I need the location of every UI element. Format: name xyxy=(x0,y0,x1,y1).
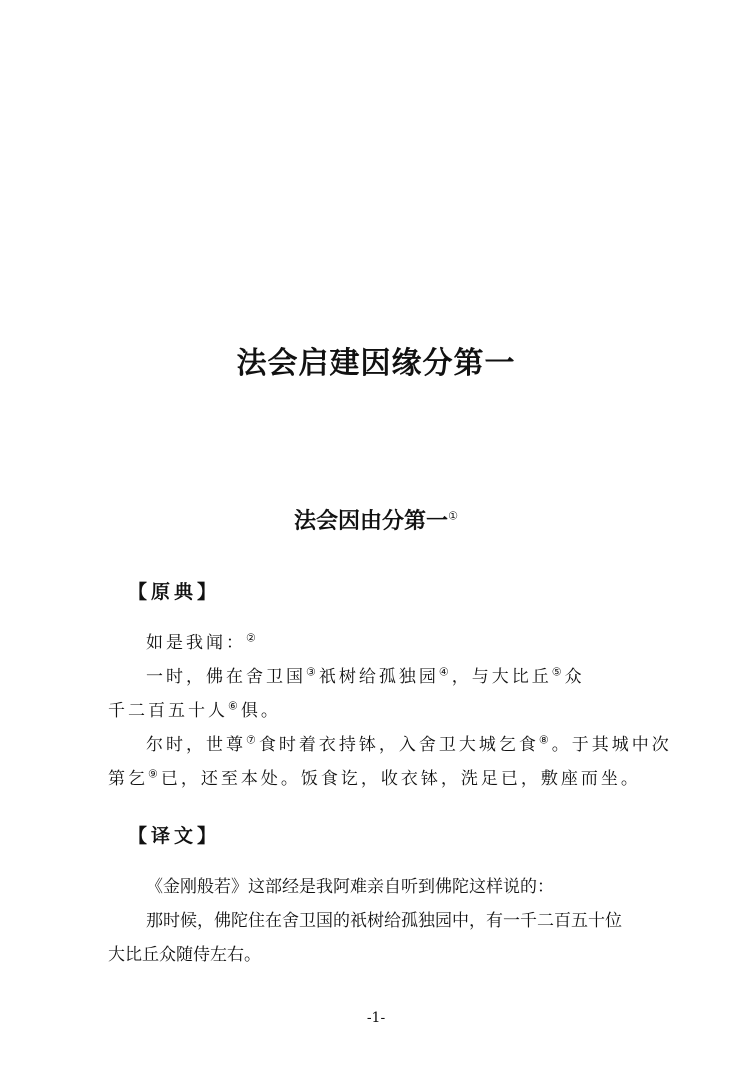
section-footnote-marker: ① xyxy=(448,509,458,523)
section-title-text: 法会因由分第一 xyxy=(294,508,449,534)
footnote-marker-4: ④ xyxy=(438,665,452,679)
translation-paragraph-2-line-1: 那时候，佛陀住在舍卫国的祇树给孤独园中，有一千二百五十位 xyxy=(146,911,622,931)
chapter-title: 法会启建因缘分第一 xyxy=(236,346,516,381)
original-p2-text-c: ，与大比丘 xyxy=(451,667,552,687)
original-p3-text-e: 已，还至本处。饭食讫，收衣钵，洗足已，敷座而坐。 xyxy=(160,769,641,789)
section-title xyxy=(0,506,752,536)
original-p2-text-f: 俱。 xyxy=(240,701,281,721)
original-p3-text-b: 食时着衣持钵，入舍卫大城乞食 xyxy=(258,735,539,755)
original-paragraph-2-line-1 xyxy=(108,660,660,694)
original-p3-text-d: 第乞 xyxy=(108,769,148,789)
original-p1-text: 如是我闻： xyxy=(146,633,246,653)
original-p3-text-c: 。于其城中次 xyxy=(551,735,672,755)
footnote-marker-5: ⑤ xyxy=(551,665,565,679)
translation-paragraph-2-line-2: 大比丘众随侍左右。 xyxy=(108,945,261,965)
original-paragraph-2-line-2 xyxy=(108,694,660,728)
original-p2-text-a: 一时，佛在舍卫国 xyxy=(146,667,306,687)
original-text-label: 【原典】 xyxy=(128,581,221,603)
footnote-marker-3: ③ xyxy=(306,665,319,679)
translation-block xyxy=(108,870,660,972)
original-paragraph-3-line-2 xyxy=(108,762,660,796)
page-number: -1- xyxy=(366,1010,386,1026)
original-p2-text-b: 祇树给孤独园 xyxy=(318,667,439,687)
footnote-marker-9: ⑨ xyxy=(148,767,161,781)
original-p3-text-a: 尔时，世尊 xyxy=(146,735,246,755)
original-p2-text-e: 千二百五十人 xyxy=(108,701,228,721)
footnote-marker-7: ⑦ xyxy=(246,733,259,747)
original-text-block xyxy=(108,626,672,796)
translation-paragraph-1: 《金刚般若》这部经是我阿难亲自听到佛陀这样说的： xyxy=(146,877,554,897)
original-p2-text-d: 众 xyxy=(564,667,585,687)
original-paragraph-3-line-1 xyxy=(108,728,672,762)
translation-label: 【译文】 xyxy=(128,825,221,847)
footnote-marker-8: ⑧ xyxy=(538,733,552,747)
footnote-marker-2: ② xyxy=(246,631,259,645)
original-paragraph-1 xyxy=(108,626,660,660)
footnote-marker-6: ⑥ xyxy=(228,699,241,713)
